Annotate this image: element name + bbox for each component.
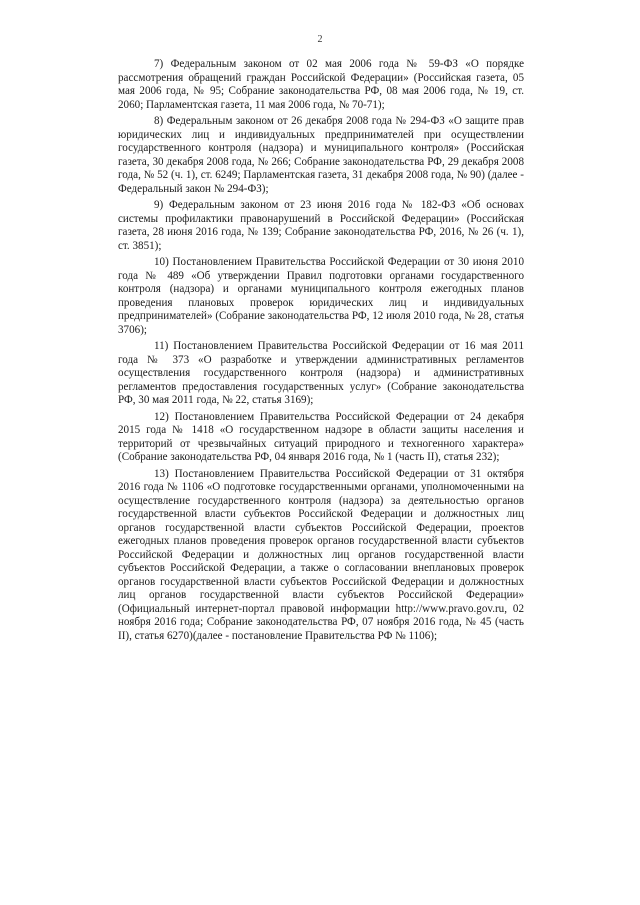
list-item-12: 12) Постановлением Правительства Российской Федерации от 24 декабря 2015 года № 1418 «О государственном надзоре в области защиты населения и территорий от чрезвычайных ситуаций природного и техногенного характера» (Собрание законодательства РФ, 04 января 2016 года, № 1 (часть II), статья 232); <box>118 410 524 463</box>
document-body <box>118 58 524 646</box>
list-item-10: 10) Постановлением Правительства Российской Федерации от 30 июня 2010 года № 489 «Об утверждении Правил подготовки органами государственного контроля (надзора) и органами муниципального контроля ежегодных планов проведения плановых проверок юридических лиц и индивидуальных предпринимателей» (Собрание законодательства РФ, 12 июля 2010 года, № 28, статья 3706); <box>118 256 524 336</box>
list-item-7: 7) Федеральным законом от 02 мая 2006 года № 59-ФЗ «О порядке рассмотрения обращений граждан Российской Федерации» (Российская газета, 05 мая 2006 года, № 95; Собрание законодательства РФ, 08 мая 2006 года, № 19, ст. 2060; Парламентская газета, 11 мая 2006 года, № 70-71); <box>118 58 524 111</box>
list-item-8: 8) Федеральным законом от 26 декабря 2008 года № 294-ФЗ «О защите прав юридических лиц и индивидуальных предпринимателей при осуществлении государственного контроля (надзора) и муниципального контроля» (Российская газета, 30 декабря 2008 года, № 266; Собрание законодательства РФ, 29 декабря 2008 года, № 52 (ч. 1), ст. 6249; Парламентская газета, 31 декабря 2008 года, № 90) (далее - Федеральный закон № 294-ФЗ); <box>118 115 524 195</box>
list-item-13: 13) Постановлением Правительства Российской Федерации от 31 октября 2016 года № 1106 «О подготовке государственными органами, уполномоченными на осуществление государственного контроля (надзора) за деятельностью органов государственной власти субъектов Российской Федерации и должностных лиц органов государственной власти субъектов Российской Федерации, проектов ежегодных планов проведения проверок органов государственной власти субъектов Российской Федерации и должностных лиц органов государственной власти субъектов Российской Федерации, а также о согласовании внеплановых проверок органов государственной власти субъектов Российской Федерации и должностных лиц органов государственной власти субъектов Российской Федерации» (Официальный интернет-портал правовой информации http://www.pravo.gov.ru, 02 ноября 2016 года; Собрание законодательства РФ, 07 ноября 2016 года, № 45 (часть II), статья 6270)(далее - постановление Правительства РФ № 1106); <box>118 467 524 642</box>
list-item-9: 9) Федеральным законом от 23 июня 2016 года № 182-ФЗ «Об основах системы профилактики правонарушений в Российской Федерации» (Российская газета, 28 июня 2016 года, № 139; Собрание законодательства РФ, 2016, № 26 (ч. 1), ст. 3851); <box>118 199 524 252</box>
page-number: 2 <box>317 34 323 45</box>
list-item-11: 11) Постановлением Правительства Российской Федерации от 16 мая 2011 года № 373 «О разработке и утверждении административных регламентов осуществления государственного контроля (надзора) и административных регламентов предоставления государственных услуг» (Собрание законодательства РФ, 30 мая 2011 года, № 22, статья 3169); <box>118 340 524 406</box>
